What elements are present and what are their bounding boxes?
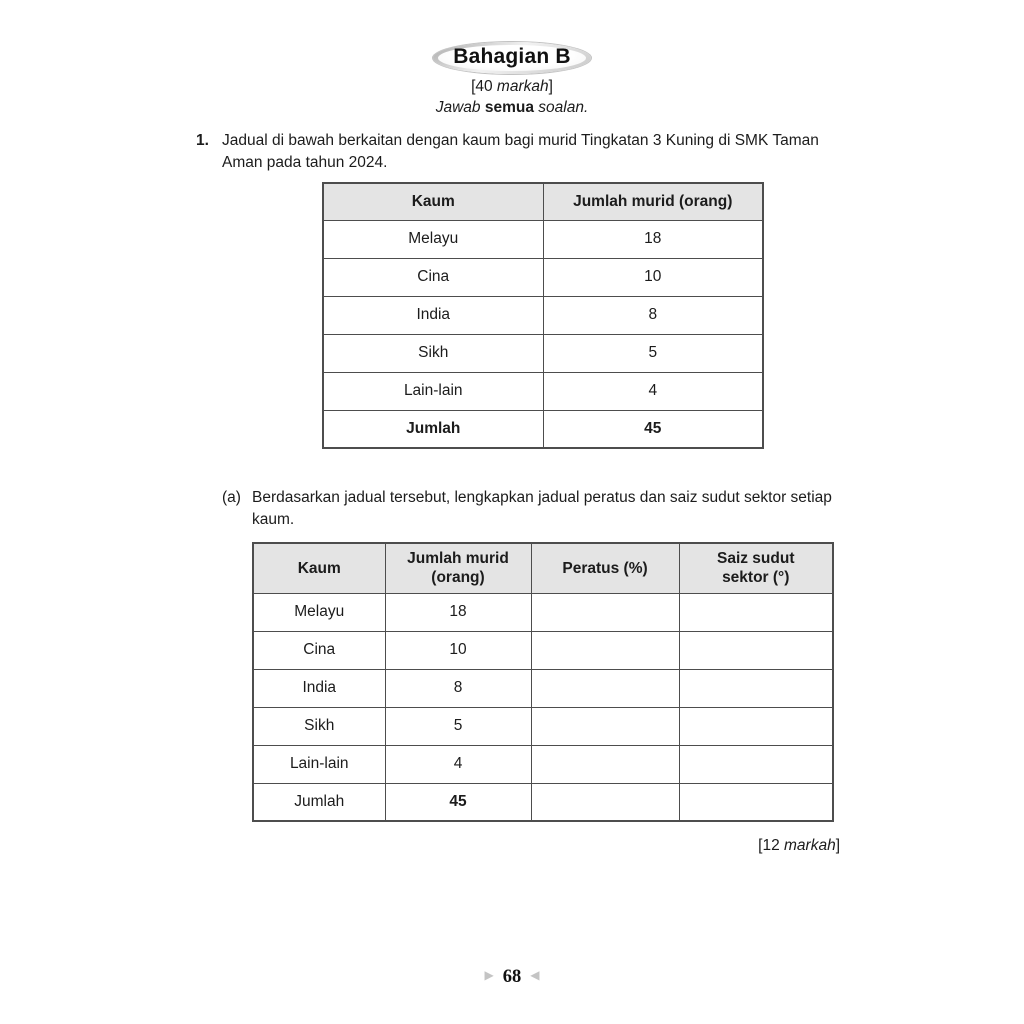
- table-cell: 10: [543, 258, 763, 296]
- table-cell: Sikh: [323, 334, 543, 372]
- section-marks: [0, 78, 1024, 96]
- part-text: Berdasarkan jadual tersebut, lengkapkan jadual peratus dan saiz sudut sektor setiap kaum.: [252, 489, 832, 528]
- table-row: [323, 410, 763, 448]
- marks-suffix: ]: [835, 837, 840, 854]
- table-cell: Sikh: [253, 707, 385, 745]
- table-row: [253, 593, 833, 631]
- table-header: [323, 183, 763, 220]
- page-footer: [0, 967, 1024, 988]
- table-cell: Lain-lain: [323, 372, 543, 410]
- marks-suffix: ]: [548, 78, 553, 95]
- answer-table: [252, 542, 834, 822]
- table-cell: [679, 631, 833, 669]
- question-text: Jadual di bawah berkaitan dengan kaum bagi murid Tingkatan 3 Kuning di SMK Taman Aman pada tahun 2024.: [222, 132, 819, 171]
- table-cell: [531, 593, 679, 631]
- table-cell: [531, 631, 679, 669]
- page-number: 68: [502, 967, 522, 987]
- section-header: [0, 42, 1024, 74]
- table-cell: Cina: [253, 631, 385, 669]
- table-cell: 45: [543, 410, 763, 448]
- table-cell: [679, 783, 833, 821]
- column-header: Peratus (%): [531, 543, 679, 593]
- table-cell: [679, 707, 833, 745]
- table-row: [323, 296, 763, 334]
- section-badge-label: Bahagian B: [438, 45, 586, 71]
- header-row: [253, 543, 833, 593]
- column-header: Kaum: [323, 183, 543, 220]
- table-header: [253, 543, 833, 593]
- column-header: Kaum: [253, 543, 385, 593]
- table-cell: India: [323, 296, 543, 334]
- table-cell: 8: [385, 669, 531, 707]
- table-cell: 18: [385, 593, 531, 631]
- table-cell: Melayu: [253, 593, 385, 631]
- race-count-table: [322, 182, 764, 449]
- table-cell: 5: [385, 707, 531, 745]
- table-cell: [531, 745, 679, 783]
- marks-word: markah: [496, 78, 549, 95]
- part-label: (a): [222, 489, 241, 506]
- table-row: [253, 745, 833, 783]
- table-cell: [531, 707, 679, 745]
- table-cell: [679, 745, 833, 783]
- table-row: [323, 258, 763, 296]
- table-cell: 10: [385, 631, 531, 669]
- table-cell: 8: [543, 296, 763, 334]
- table-cell: [531, 783, 679, 821]
- table-row: [323, 372, 763, 410]
- header-row: [323, 183, 763, 220]
- table-cell: 5: [543, 334, 763, 372]
- column-header: Jumlah murid (orang): [543, 183, 763, 220]
- column-header: Saiz sudut sektor (°): [679, 543, 833, 593]
- table-cell: Lain-lain: [253, 745, 385, 783]
- table-cell: 18: [543, 220, 763, 258]
- part-a-marks: [0, 837, 840, 855]
- instruction-bold-word: semua: [484, 99, 534, 116]
- table-body: [253, 593, 833, 821]
- column-header: Jumlah murid (orang): [385, 543, 531, 593]
- instruction-part1: Jawab: [435, 99, 485, 116]
- table-cell: Cina: [323, 258, 543, 296]
- marks-prefix: [12: [758, 837, 784, 854]
- table-cell: India: [253, 669, 385, 707]
- table-cell: [679, 593, 833, 631]
- table-row: [323, 220, 763, 258]
- left-arrow-icon: ▶: [484, 968, 494, 982]
- table-cell: Jumlah: [253, 783, 385, 821]
- instruction-part2: soalan.: [533, 99, 589, 116]
- table-cell: [679, 669, 833, 707]
- question-number: 1.: [196, 132, 209, 149]
- table-cell: 45: [385, 783, 531, 821]
- right-arrow-icon: ◀: [530, 968, 540, 982]
- table-row: [253, 783, 833, 821]
- table-body: [323, 220, 763, 448]
- table-cell: Melayu: [323, 220, 543, 258]
- table-cell: 4: [543, 372, 763, 410]
- table-row: [253, 707, 833, 745]
- question-1: [196, 130, 844, 173]
- table-cell: 4: [385, 745, 531, 783]
- section-instruction: [0, 99, 1024, 117]
- table-row: [323, 334, 763, 372]
- question-part-a: [222, 487, 842, 530]
- table-row: [253, 631, 833, 669]
- marks-word: markah: [784, 837, 836, 854]
- marks-prefix: [40: [471, 78, 497, 95]
- table-row: [253, 669, 833, 707]
- table-cell: Jumlah: [323, 410, 543, 448]
- table-cell: [531, 669, 679, 707]
- section-badge: [433, 42, 591, 74]
